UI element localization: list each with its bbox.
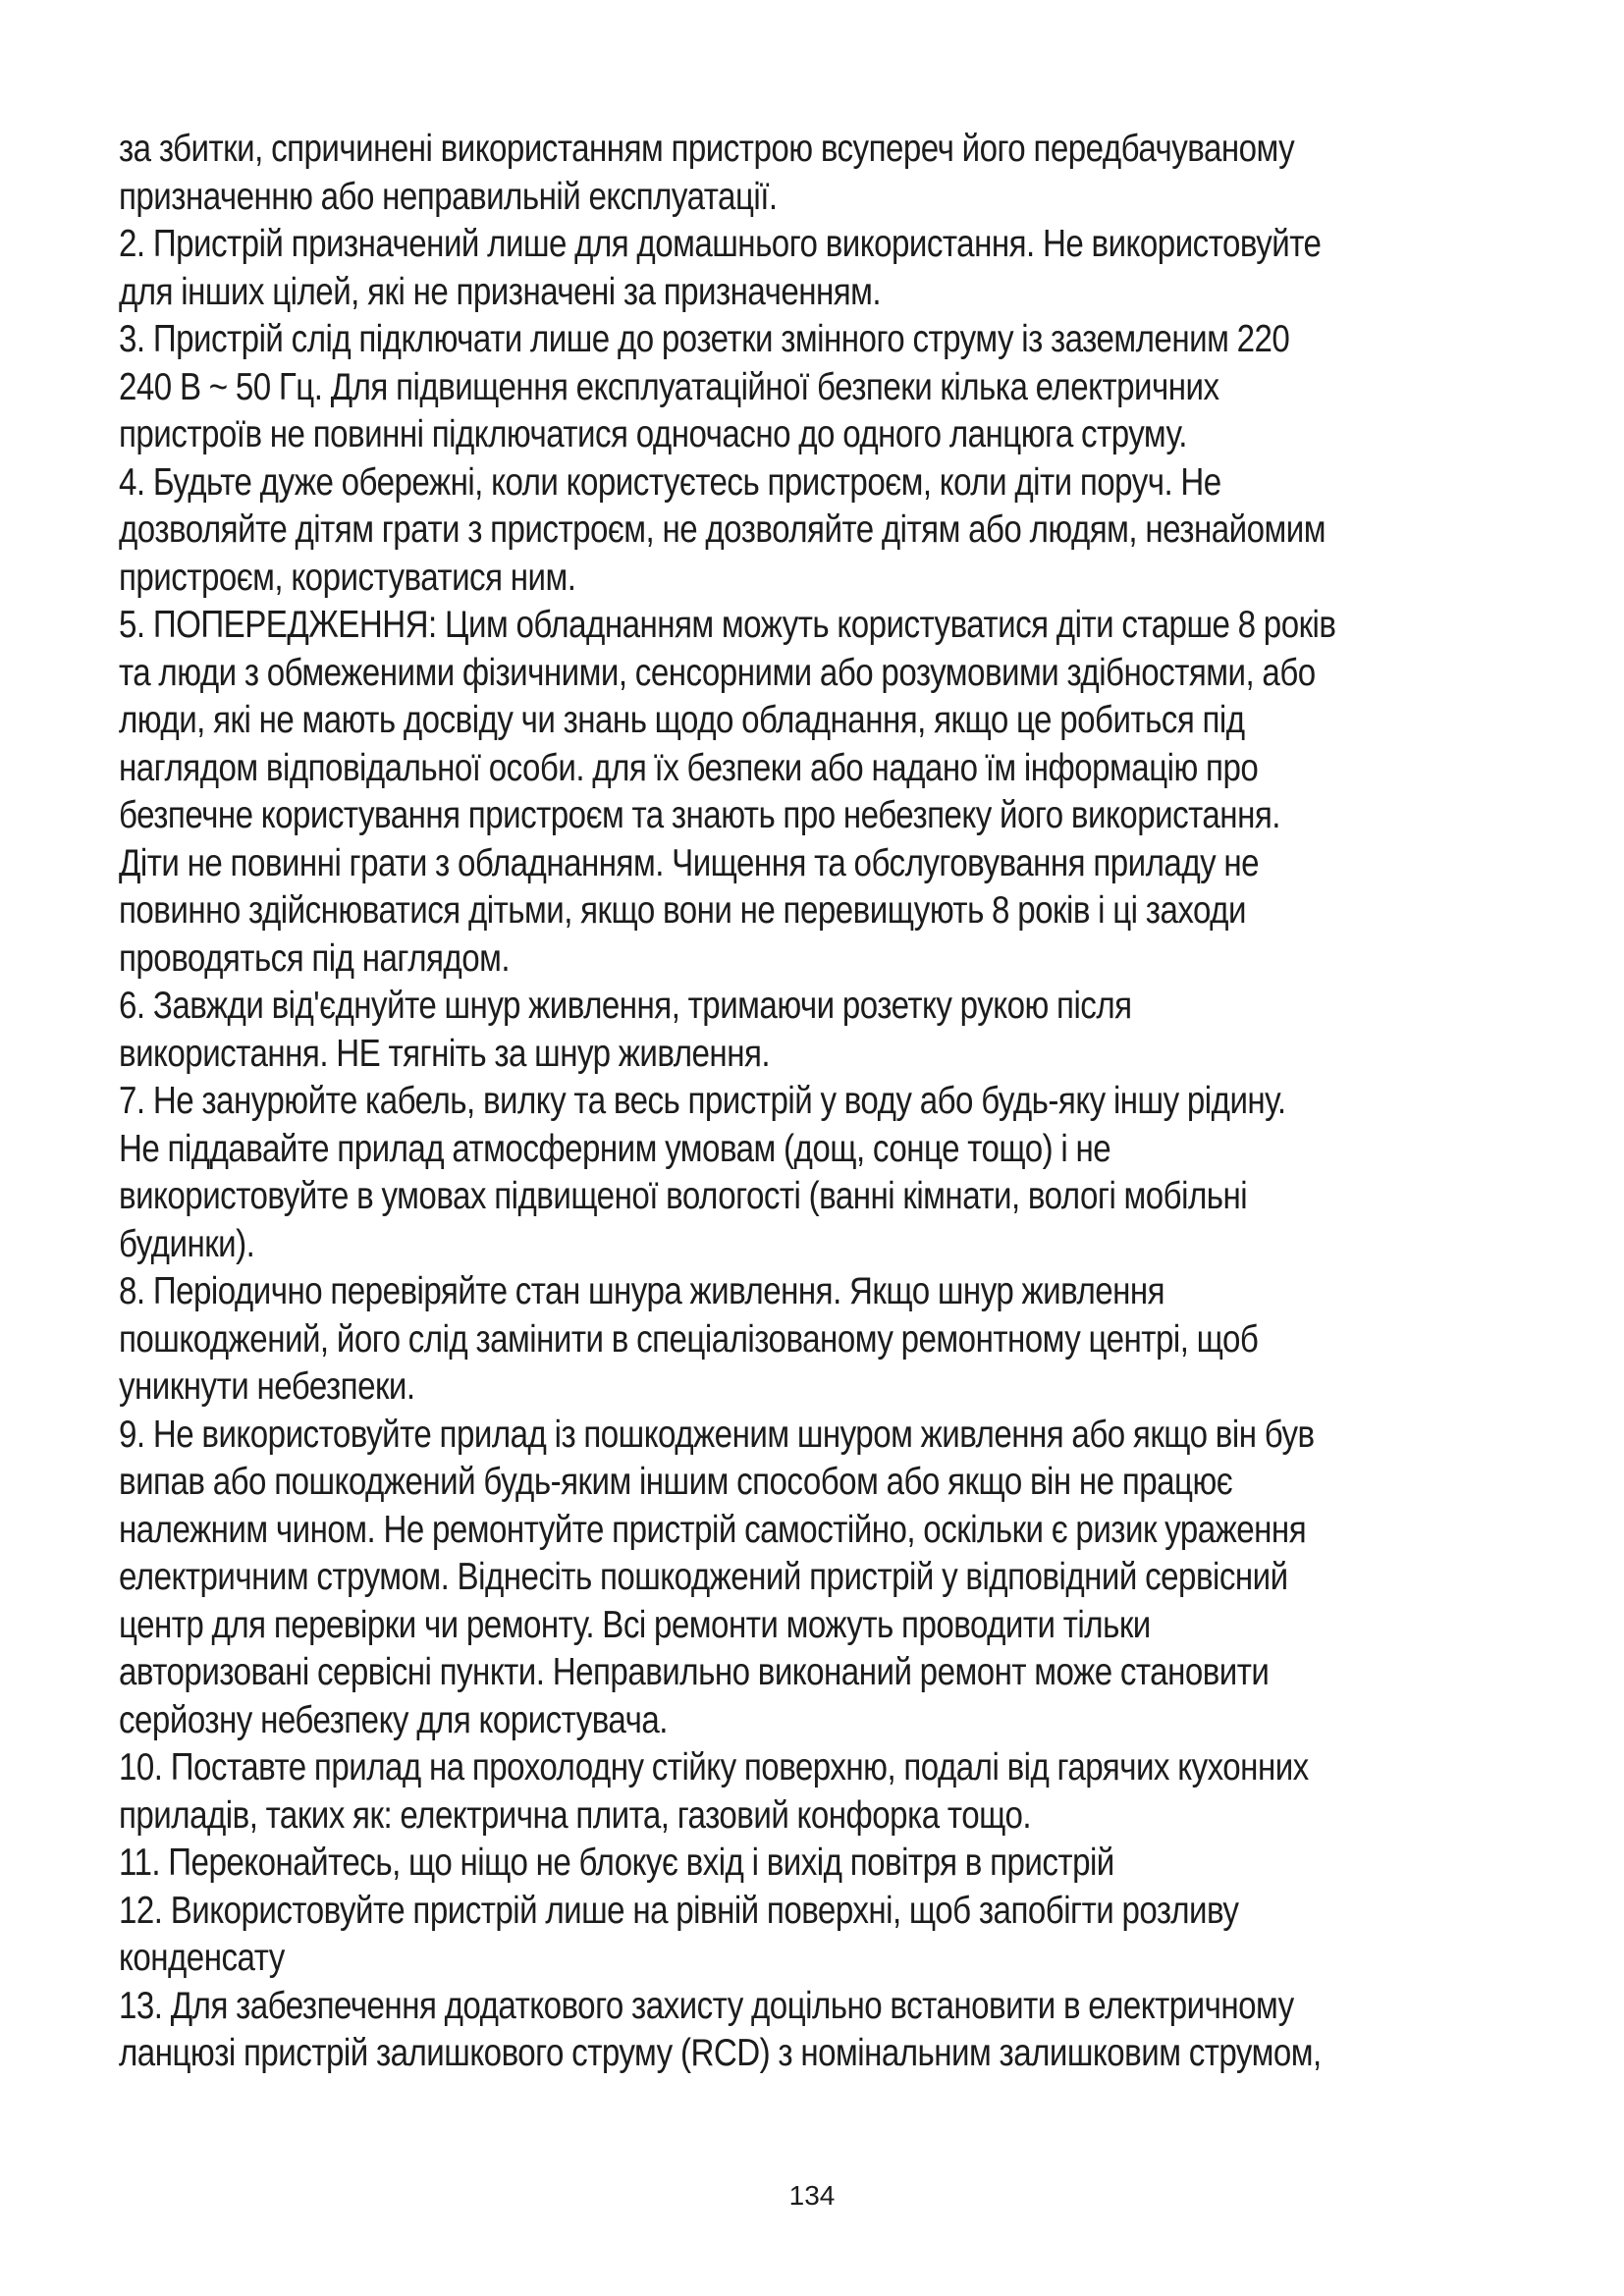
text-line: 9. Не використовуйте прилад із пошкодженим шнуром живлення або якщо він був: [119, 1413, 1315, 1456]
text-line: 13. Для забезпечення додаткового захисту доцільно встановити в електричному: [119, 1984, 1294, 2027]
text-line: проводяться під наглядом.: [119, 936, 511, 980]
text-line: приладів, таких як: електрична плита, газовий конфорка тощо.: [119, 1793, 1032, 1837]
text-line: ланцюзі пристрій залишкового струму (RCD) з номінальним залишковим струмом,: [119, 2032, 1322, 2074]
text-line: 10. Поставте прилад на прохолодну стійку поверхню, подалі від гарячих кухонних: [119, 1746, 1309, 1789]
instructions-text-body: [119, 126, 1334, 2078]
text-line: безпечне користування пристроєм та знають про небезпеку його використання.: [119, 794, 1280, 836]
text-line: центр для перевірки чи ремонту. Всі ремонти можуть проводити тільки: [119, 1603, 1151, 1646]
text-line: 3. Пристрій слід підключати лише до розетки змінного струму із заземленим 220: [119, 318, 1290, 360]
text-line: Діти не повинні грати з обладнанням. Чищення та обслуговування приладу не: [119, 841, 1260, 884]
text-line: конденсату: [119, 1937, 285, 1979]
text-line: дозволяйте дітям грати з пристроєм, не дозволяйте дітям або людям, незнайомим: [119, 508, 1326, 551]
text-line: 7. Не занурюйте кабель, вилку та весь пристрій у воду або будь-яку іншу рідину.: [119, 1080, 1286, 1122]
text-line: використання. НЕ тягніть за шнур живлення.: [119, 1032, 771, 1075]
text-line: наглядом відповідальної особи. для їх безпеки або надано їм інформацію про: [119, 746, 1259, 789]
text-line: для інших цілей, які не призначені за призначенням.: [119, 270, 882, 313]
text-line: 8. Періодично перевіряйте стан шнура живлення. Якщо шнур живлення: [119, 1270, 1165, 1312]
text-line: електричним струмом. Віднесіть пошкоджений пристрій у відповідний сервісний: [119, 1556, 1288, 1598]
text-line: 6. Завжди від'єднуйте шнур живлення, тримаючи розетку рукою після: [119, 985, 1132, 1027]
text-line: авторизовані сервісні пункти. Неправильно виконаний ремонт може становити: [119, 1651, 1270, 1693]
text-line: призначенню або неправильній експлуатації.: [119, 175, 778, 218]
text-line: Не піддавайте прилад атмосферним умовам (дощ, сонце тощо) і не: [119, 1127, 1111, 1170]
text-line: серйозну небезпеку для користувача.: [119, 1698, 668, 1741]
text-line: 12. Використовуйте пристрій лише на рівній поверхні, щоб запобігти розливу: [119, 1889, 1239, 1932]
text-line: 4. Будьте дуже обережні, коли користуєтесь пристроєм, коли діти поруч. Не: [119, 460, 1221, 504]
text-line: будинки).: [119, 1222, 255, 1265]
text-line: належним чином. Не ремонтуйте пристрій самостійно, оскільки є ризик ураження: [119, 1508, 1307, 1551]
text-line: пристроєм, користуватися ним.: [119, 556, 576, 599]
text-line: повинно здійснюватися дітьми, якщо вони не перевищують 8 років і ці заходи: [119, 889, 1246, 932]
text-line: 5. ПОПЕРЕДЖЕННЯ: Цим обладнанням можуть користуватися діти старше 8 років: [119, 604, 1336, 646]
text-line: 2. Пристрій призначений лише для домашнього використання. Не використовуйте: [119, 223, 1322, 265]
text-line: та люди з обмеженими фізичними, сенсорними або розумовими здібностями, або: [119, 651, 1316, 694]
text-line: 240 В ~ 50 Гц. Для підвищення експлуатаційної безпеки кілька електричних: [119, 365, 1219, 408]
text-line: уникнути небезпеки.: [119, 1365, 415, 1408]
text-line: пошкоджений, його слід замінити в спеціалізованому ремонтному центрі, щоб: [119, 1317, 1259, 1361]
page-number: 134: [788, 2180, 836, 2211]
text-line: випав або пошкоджений будь-яким іншим способом або якщо він не працює: [119, 1461, 1233, 1503]
text-line: пристроїв не повинні підключатися одночасно до одного ланцюга струму.: [119, 413, 1187, 455]
text-line: використовуйте в умовах підвищеної вологості (ванні кімнати, вологі мобільні: [119, 1175, 1248, 1217]
text-line: за збитки, спричинені використанням пристрою всупереч його передбачуваному: [119, 128, 1295, 170]
text-line: люди, які не мають досвіду чи знань щодо обладнання, якщо це робиться під: [119, 699, 1245, 741]
text-line: 11. Переконайтесь, що ніщо не блокує вхід і вихід повітря в пристрій: [119, 1842, 1114, 1884]
